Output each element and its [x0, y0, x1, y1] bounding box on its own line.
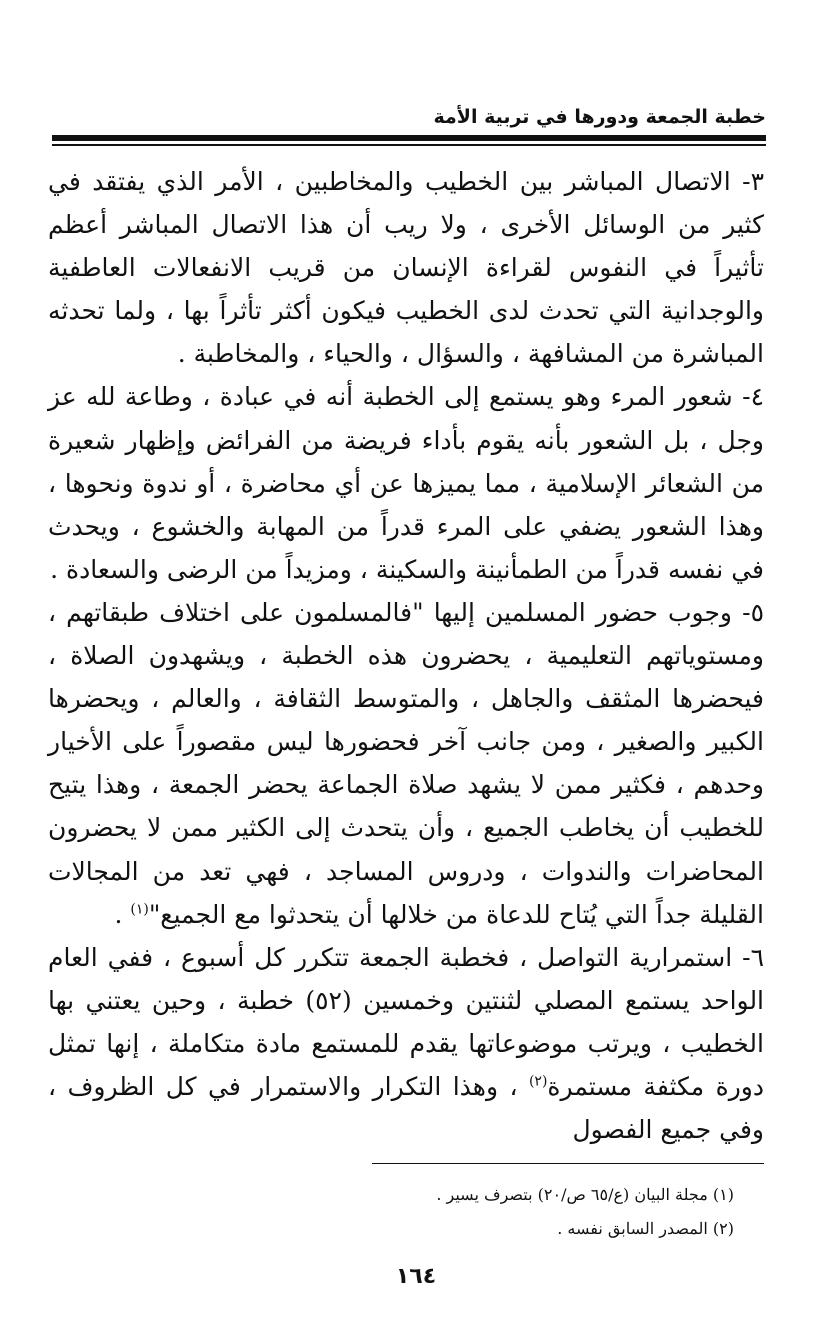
footnote-2: (٢) المصدر السابق نفسه . [557, 1219, 734, 1238]
paragraph-point-3: ٣- الاتصال المباشر بين الخطيب والمخاطبين ، الأمر الذي يفتقد في كثير من الوسائل الأخرى ، ولا ريب أن هذا الاتصال المباشر أعظم تأثيراً في النفوس لقراءة الإنسان من قريب الانفعالات العاطفية والوجدانية التي تحدث لدى الخطيب فيكون أكثر تأثراً بها ، ولما تحدثه المباشرة من المشافهة ، والسؤال ، والحياء ، والمخاطبة . [48, 167, 764, 369]
running-header-title: خطبة الجمعة ودورها في تربية الأمة [433, 106, 766, 128]
footnote-1: (١) مجلة البيان (ع/٦٥ ص/٢٠) بتصرف يسير . [436, 1185, 734, 1204]
body-text [48, 160, 764, 1151]
paragraph-point-6-tail: ، وهذا التكرار والاستمرار في كل الظروف ، وفي جميع الفصول [48, 1071, 764, 1145]
paragraph-point-4: ٤- شعور المرء وهو يستمع إلى الخطبة أنه في عبادة ، وطاعة لله عز وجل ، بل الشعور بأنه يقوم بأداء فريضة من الفرائض وإظهار شعيرة من الشعائر الإسلامية ، مما يميزها عن أي محاضرة ، أو ندوة ونحوها ، وهذا الشعور يضفي على المرء قدراً من المهابة والخشوع ، ويحدث في نفسه قدراً من الطمأنينة والسكينة ، ومزيداً من الرضى والسعادة . [48, 382, 764, 584]
page-number: ١٦٤ [395, 1264, 437, 1289]
header-rule-thick [52, 135, 766, 141]
footnote-separator [372, 1163, 764, 1164]
paragraph-point-6 [48, 936, 764, 1151]
paragraph-point-5 [48, 591, 764, 936]
footnotes [74, 1178, 734, 1246]
header-rule-thin [52, 144, 766, 146]
paragraph-point-5-text: ٥- وجوب حضور المسلمين إليها "فالمسلمون على اختلاف طبقاتهم ، ومستوياتهم التعليمية ، يحضرون هذه الخطبة ، ويشهدون الصلاة ، فيحضرها المثقف والجاهل ، والمتوسط الثقافة ، والعالم ، ويحضرها الكبير والصغير ، ومن جانب آخر فحضورها ليس مقصوراً على الأخيار وحدهم ، فكثير ممن لا يشهد صلاة الجماعة يحضر الجمعة ، وهذا يتيح للخطيب أن يخاطب الجميع ، وأن يتحدث إلى الكثير ممن لا يحضرون المحاضرات والندوات ، ودروس المساجد ، فهي تعد من المجالات القليلة جداً التي يُتاح للدعاة من خلالها أن يتحدثوا مع الجميع" [48, 597, 764, 929]
footnote-ref-2: (٢) [528, 1073, 548, 1090]
footnote-ref-1: (١) [130, 901, 149, 918]
paragraph-point-6-text: ٦- استمرارية التواصل ، فخطبة الجمعة تتكرر كل أسبوع ، ففي العام الواحد يستمع المصلي لثنتين وخمسين (٥٢) خطبة ، وحين يعتني بها الخطيب ، ويرتب موضوعاتها يقدم للمستمع مادة متكاملة ، إنها تمثل دورة مكثفة مستمرة [48, 942, 765, 1101]
paragraph-point-5-tail: . [114, 899, 131, 929]
